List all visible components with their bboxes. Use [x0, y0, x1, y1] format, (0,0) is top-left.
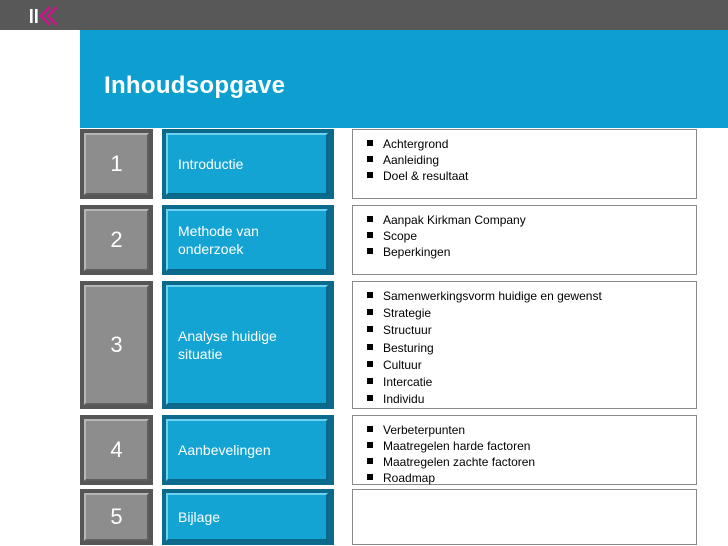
toc-row-2 — [0, 205, 728, 275]
bullet-item: Maatregelen harde factoren — [365, 438, 696, 454]
bullet-item: Verbeterpunten — [365, 422, 696, 438]
bullet-item: Beperkingen — [365, 244, 696, 260]
section-label-box — [162, 281, 334, 409]
section-label: Analyse huidige situatie — [178, 328, 277, 362]
top-bar — [0, 0, 728, 30]
section-bullets — [352, 281, 697, 409]
section-label-box — [162, 129, 334, 199]
bullet-item: Achtergrond — [365, 136, 696, 152]
section-number-box — [80, 205, 153, 275]
section-number-box — [80, 281, 153, 409]
toc-row-3 — [0, 281, 728, 409]
section-label: Introductie — [178, 156, 244, 172]
section-number-box — [80, 129, 153, 199]
section-number: 5 — [110, 504, 123, 529]
section-label-box — [162, 205, 334, 275]
bullet-item: Aanleiding — [365, 152, 696, 168]
bullet-item: Scope — [365, 228, 696, 244]
brand-logo-icon — [28, 4, 68, 28]
bullet-item: Maatregelen zachte factoren — [365, 454, 696, 470]
bullet-item: Structuur — [365, 322, 696, 339]
bullet-item: Roadmap — [365, 470, 696, 486]
section-label-box — [162, 415, 334, 485]
toc-row-5 — [0, 489, 728, 545]
section-number: 3 — [110, 332, 123, 357]
bullet-item: Doel & resultaat — [365, 168, 696, 184]
section-bullets — [352, 489, 697, 545]
section-number: 2 — [110, 227, 123, 252]
page-title: Inhoudsopgave — [104, 72, 286, 99]
section-label-box — [162, 489, 334, 545]
bullet-item: Strategie — [365, 305, 696, 322]
bullet-item: Aanpak Kirkman Company — [365, 212, 696, 228]
section-number: 4 — [110, 437, 123, 462]
section-label: Aanbevelingen — [178, 442, 271, 458]
section-number: 1 — [110, 151, 123, 176]
title-bar — [80, 30, 728, 128]
section-bullets — [352, 205, 697, 275]
section-bullets — [352, 415, 697, 485]
section-number-box — [80, 415, 153, 485]
section-label: Methode van onderzoek — [178, 223, 259, 257]
toc-row-1 — [0, 129, 728, 199]
section-bullets — [352, 129, 697, 199]
toc-row-4 — [0, 415, 728, 485]
section-label: Bijlage — [178, 509, 221, 525]
bullet-item: Intercatie — [365, 374, 696, 391]
bullet-item: Cultuur — [365, 357, 696, 374]
bullet-item: Besturing — [365, 340, 696, 357]
bullet-item: Individu — [365, 391, 696, 408]
section-number-box — [80, 489, 153, 545]
bullet-item: Samenwerkingsvorm huidige en gewenst — [365, 288, 696, 305]
